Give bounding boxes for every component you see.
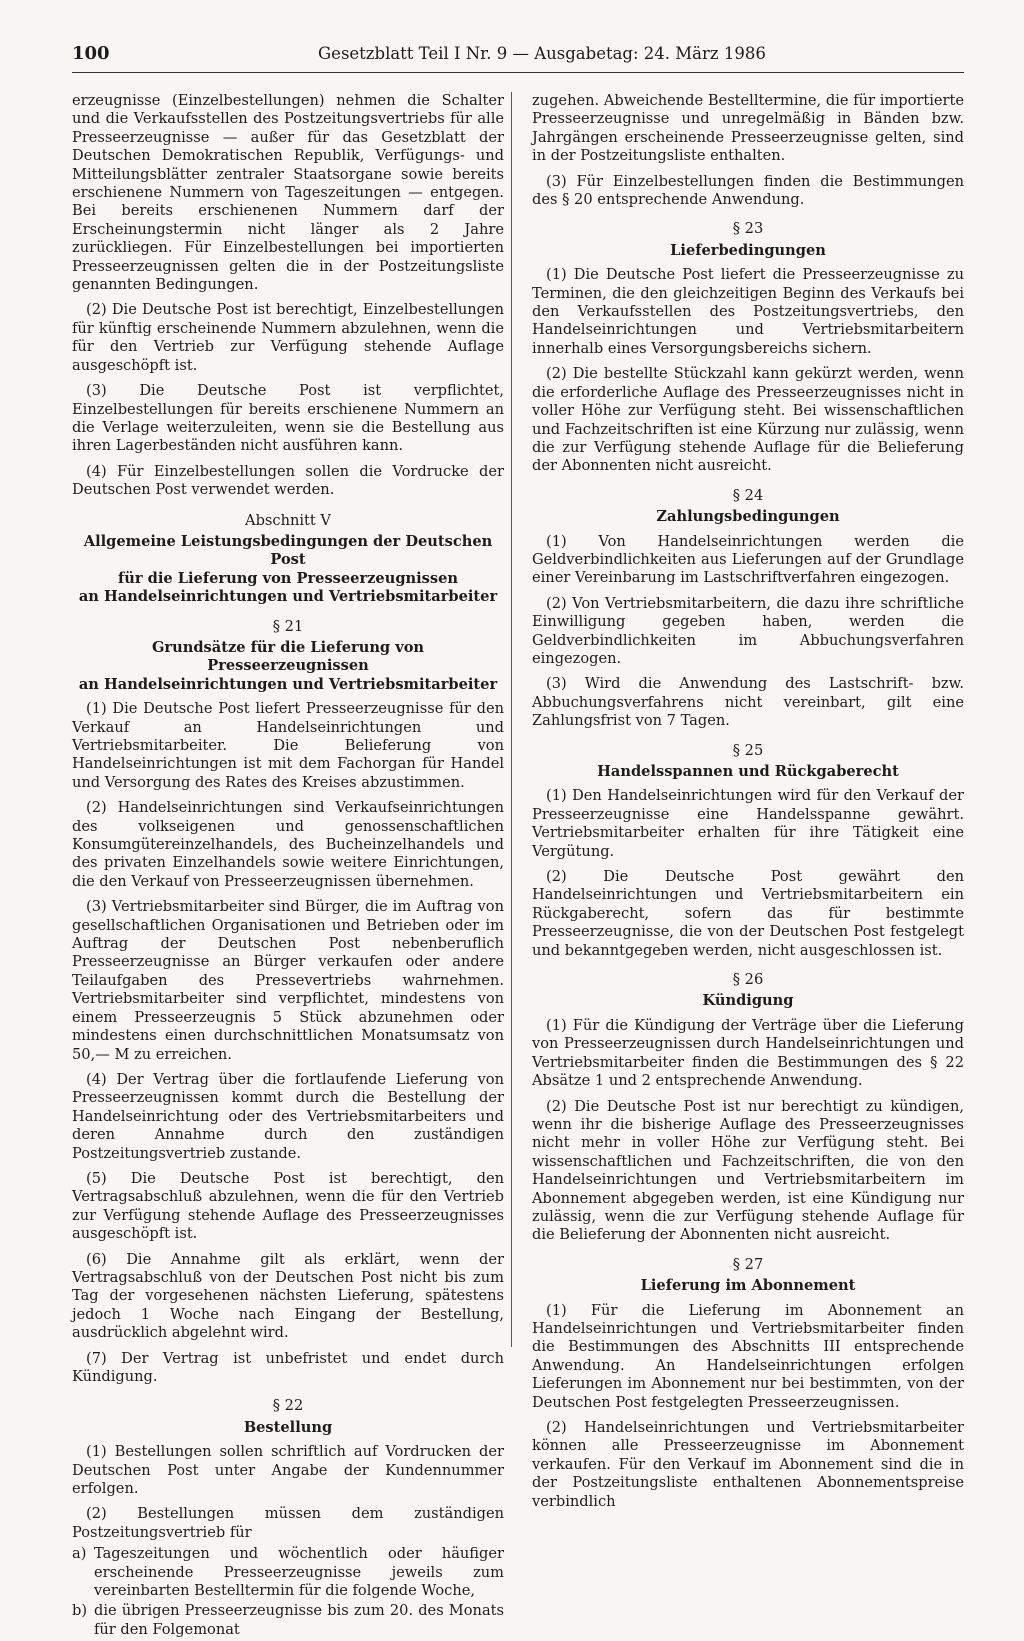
column-divider [511, 92, 512, 1347]
paragraph: zugehen. Abweichende Bestelltermine, die für importierte Presseerzeugnisse und unregelmäßig in Bänden bzw. Jahrgängen erscheinende Presseerzeugnisse gelten, sind in der Postzeitungsliste enthalten. [532, 92, 964, 165]
paragraph: (2) Die Deutsche Post gewährt den Handelseinrichtungen und Vertriebsmitarbeitern ein Rückgaberecht, sofern das für bestimmte Presseerzeugnisse, die von der Deutschen Post festgelegt und bekanntgegeben werden, nicht ausgeschlossen ist. [532, 868, 964, 959]
paragraph: (1) Für die Kündigung der Verträge über die Lieferung von Presseerzeugnissen durch Handelseinrichtungen und Vertriebsmitarbeiter finden die Bestimmungen des § 22 Absätze 1 und 2 entsprechende Anwendung. [532, 1016, 964, 1090]
paragraph: (2) Die Deutsche Post ist berechtigt, Einzelbestellungen für künftig erscheinende Nummern abzulehnen, wenn die für den Vertrieb zur Verfügung stehende Auflage ausgeschöpft ist. [72, 301, 504, 374]
chapter-title-line: an Handelseinrichtungen und Vertriebsmitarbeiter [78, 588, 498, 606]
paragraph: (2) Bestellungen müssen dem zuständigen Postzeitungsvertrieb für [72, 1505, 504, 1541]
paragraph: (2) Handelseinrichtungen und Vertriebsmitarbeiter können alle Presseerzeugnisse im Abonnement verkaufen. Für den Verkauf im Abonnement sind die in der Postzeitungsliste enthaltenen Abonnementspreise verbindlich [532, 1419, 964, 1510]
section-title: Lieferbedingungen [670, 241, 826, 259]
paragraph: (2) Die bestellte Stückzahl kann gekürzt werden, wenn die erforderliche Auflage des Presseerzeugnisses nicht in voller Höhe zur Verfügung steht. Bei wissenschaftlichen und Fachzeitschriften ist eine Kürzung nur zulässig, wenn die zur Verfügung stehende Auflage für die Belieferung der Abonnenten nicht ausreicht. [532, 365, 964, 475]
chapter-label: Abschnitt V [245, 511, 331, 529]
paragraph: (1) Den Handelseinrichtungen wird für den Verkauf der Presseerzeugnisse eine Handelsspanne gewährt. Vertriebsmitarbeiter erhalten für ihre Tätigkeit eine Vergütung. [532, 787, 964, 860]
left-column [72, 92, 504, 1641]
paragraph: (1) Für die Lieferung im Abonnement an Handelseinrichtungen und Vertriebsmitarbeiter finden die Bestimmungen des Abschnitts III entsprechende Anwendung. An Handelseinrichtungen erfolgen Lieferungen im Abonnement nur bei bestimmten, von der Deutschen Post festgelegten Presseerzeugnissen. [532, 1301, 964, 1411]
list-label: a) [72, 1545, 87, 1563]
section-number: § 27 [732, 1255, 764, 1273]
paragraph: (4) Für Einzelbestellungen sollen die Vordrucke der Deutschen Post verwendet werden. [72, 462, 504, 499]
section-title: Lieferung im Abonnement [640, 1277, 856, 1295]
paragraph: (4) Der Vertrag über die fortlaufende Lieferung von Presseerzeugnissen kommt durch die Bestellung der Handelseinrichtung oder des Vertriebsmitarbeiters und deren Annahme durch den zuständigen Postzeitungsvertrieb zustande. [72, 1070, 504, 1162]
paragraph: (2) Handelseinrichtungen sind Verkaufseinrichtungen des volkseigenen und genossenschaftlichen Konsumgütereinzelhandels, des Bucheinzelhandels und des privaten Einzelhandels sowie weitere Einrichtungen, die den Verkauf von Presseerzeugnissen übernehmen. [72, 799, 504, 890]
section-number: § 23 [732, 220, 764, 238]
list-item [72, 1602, 504, 1639]
paragraph: (5) Die Deutsche Post ist berechtigt, den Vertragsabschluß abzulehnen, wenn die für den Vertrieb zur Verfügung stehende Auflage des Presseerzeugnisses ausgeschöpft ist. [72, 1169, 504, 1243]
list-item [72, 1545, 504, 1600]
paragraph: (1) Die Deutsche Post liefert Presseerzeugnisse für den Verkauf an Handelseinrichtungen und Vertriebsmitarbeiter. Die Belieferung von Handelseinrichtungen ist mit dem Fachorgan für Handel und Versorgung des Rates des Kreises abzustimmen. [72, 700, 504, 791]
section-number: § 22 [272, 1397, 304, 1415]
paragraph: (2) Von Vertriebsmitarbeitern, die dazu ihre schriftliche Einwilligung gegeben haben, werden die Geldverbindlichkeiten im Abbuchungsverfahren eingezogen. [532, 594, 964, 667]
section-number: § 26 [732, 971, 764, 989]
section-title: Bestellung [243, 1418, 333, 1436]
paragraph: (3) Für Einzelbestellungen finden die Bestimmungen des § 20 entsprechende Anwendung. [532, 172, 964, 209]
header-rule [72, 72, 964, 73]
section-number: § 24 [732, 486, 764, 504]
paragraph: (6) Die Annahme gilt als erklärt, wenn der Vertragsabschluß von der Deutschen Post nicht bis zum Tag der vorgesehenen nächsten Lieferung, spätestens jedoch 1 Woche nach Eingang der Bestellung, ausdrücklich abgelehnt wird. [72, 1250, 504, 1342]
chapter-title [72, 533, 504, 607]
section-number: § 21 [272, 617, 304, 635]
right-column [532, 92, 964, 1518]
list-text: Tageszeitungen und wöchentlich oder häufiger erscheinende Presseerzeugnisse jeweils zum vereinbarten Bestelltermin für die folgende Woche, [94, 1545, 504, 1600]
paragraph: erzeugnisse (Einzelbestellungen) nehmen die Schalter und die Verkaufsstellen des Postzeitungsvertriebs für alle Presseerzeugnisse — außer für das Gesetzblatt der Deutschen Demokratischen Republik, Verfügungs- und Mitteilungsblätter zentraler Staatsorgane sowie bereits erschienene Nummern von Tageszeitungen — entgegen. Bei bereits erschienenen Nummern darf der Erscheinungstermin nicht länger als 2 Jahre zurückliegen. Für Einzelbestellungen bei importierten Presseerzeugnissen gelten die in der Postzeitungsliste genannten Bedingungen. [72, 92, 504, 294]
page-number: 100 [72, 43, 110, 64]
paragraph: (1) Bestellungen sollen schriftlich auf Vordrucken der Deutschen Post unter Angabe der Kundennummer erfolgen. [72, 1443, 504, 1498]
section-title: Kündigung [702, 992, 794, 1010]
page-header [72, 44, 972, 64]
list-label: b) [72, 1602, 88, 1620]
paragraph: (2) Die Deutsche Post ist nur berechtigt zu kündigen, wenn ihr die bisherige Auflage des Presseerzeugnisses nicht mehr in voller Höhe zur Verfügung steht. Bei wissenschaftlichen und Fachzeitschriften, die von den Handelseinrichtungen und Vertriebsmitarbeitern im Abonnement abgegeben werden, ist eine Kündigung nur zulässig, wenn die zur Verfügung stehende Auflage für die Belieferung der Abonnenten nicht ausreicht. [532, 1097, 964, 1244]
paragraph: (1) Von Handelseinrichtungen werden die Geldverbindlichkeiten aus Lieferungen auf der Grundlage einer Vereinbarung im Lastschriftverfahren eingezogen. [532, 532, 964, 587]
paragraph: (3) Wird die Anwendung des Lastschrift- bzw. Abbuchungsverfahrens nicht vereinbart, gilt eine Zahlungsfrist von 7 Tagen. [532, 675, 964, 730]
chapter-title-line: Allgemeine Leistungsbedingungen der Deutschen Post [83, 532, 493, 569]
section-title: Zahlungsbedingungen [656, 508, 840, 526]
paragraph: (7) Der Vertrag ist unbefristet und endet durch Kündigung. [72, 1349, 504, 1385]
section-title [72, 639, 504, 694]
section-number: § 25 [732, 741, 764, 759]
section-title: Handelsspannen und Rückgaberecht [597, 763, 899, 780]
section-title-line: Grundsätze für die Lieferung von Presseerzeugnissen [151, 638, 425, 675]
header-title: Gesetzblatt Teil I Nr. 9 — Ausgabetag: 24. März 1986 [318, 44, 766, 63]
paragraph: (3) Vertriebsmitarbeiter sind Bürger, die im Auftrag von gesellschaftlichen Organisationen und Betrieben oder im Auftrag der Deutschen Post nebenberuflich Presseerzeugnisse an Bürger verkaufen oder andere Teilaufgaben des Pressevertriebs wahrnehmen. Vertriebsmitarbeiter sind verpflichtet, mindestens von einem Presseerzeugnis 5 Stück abzunehmen oder mindestens einen durchschnittlichen Monatsumsatz von 50,— M zu erreichen. [72, 898, 504, 1063]
section-title-line: an Handelseinrichtungen und Vertriebsmitarbeiter [78, 675, 498, 693]
chapter-title-line: für die Lieferung von Presseerzeugnissen [117, 569, 459, 587]
paragraph: (3) Die Deutsche Post ist verpflichtet, Einzelbestellungen für bereits erschienene Nummern an die Verlage weiterzuleiten, wenn sie die Bestellung aus ihren Lagerbeständen nicht ausführen kann. [72, 382, 504, 455]
list-text: die übrigen Presseerzeugnisse bis zum 20. des Monats für den Folgemonat [94, 1602, 504, 1638]
paragraph: (1) Die Deutsche Post liefert die Presseerzeugnisse zu Terminen, die den gleichzeitigen Beginn des Verkaufs bei den Verkaufsstellen des Postzeitungsvertriebs, den Handelseinrichtungen und Vertriebsmitarbeitern innerhalb eines Versorgungsbereichs sichern. [532, 266, 964, 357]
